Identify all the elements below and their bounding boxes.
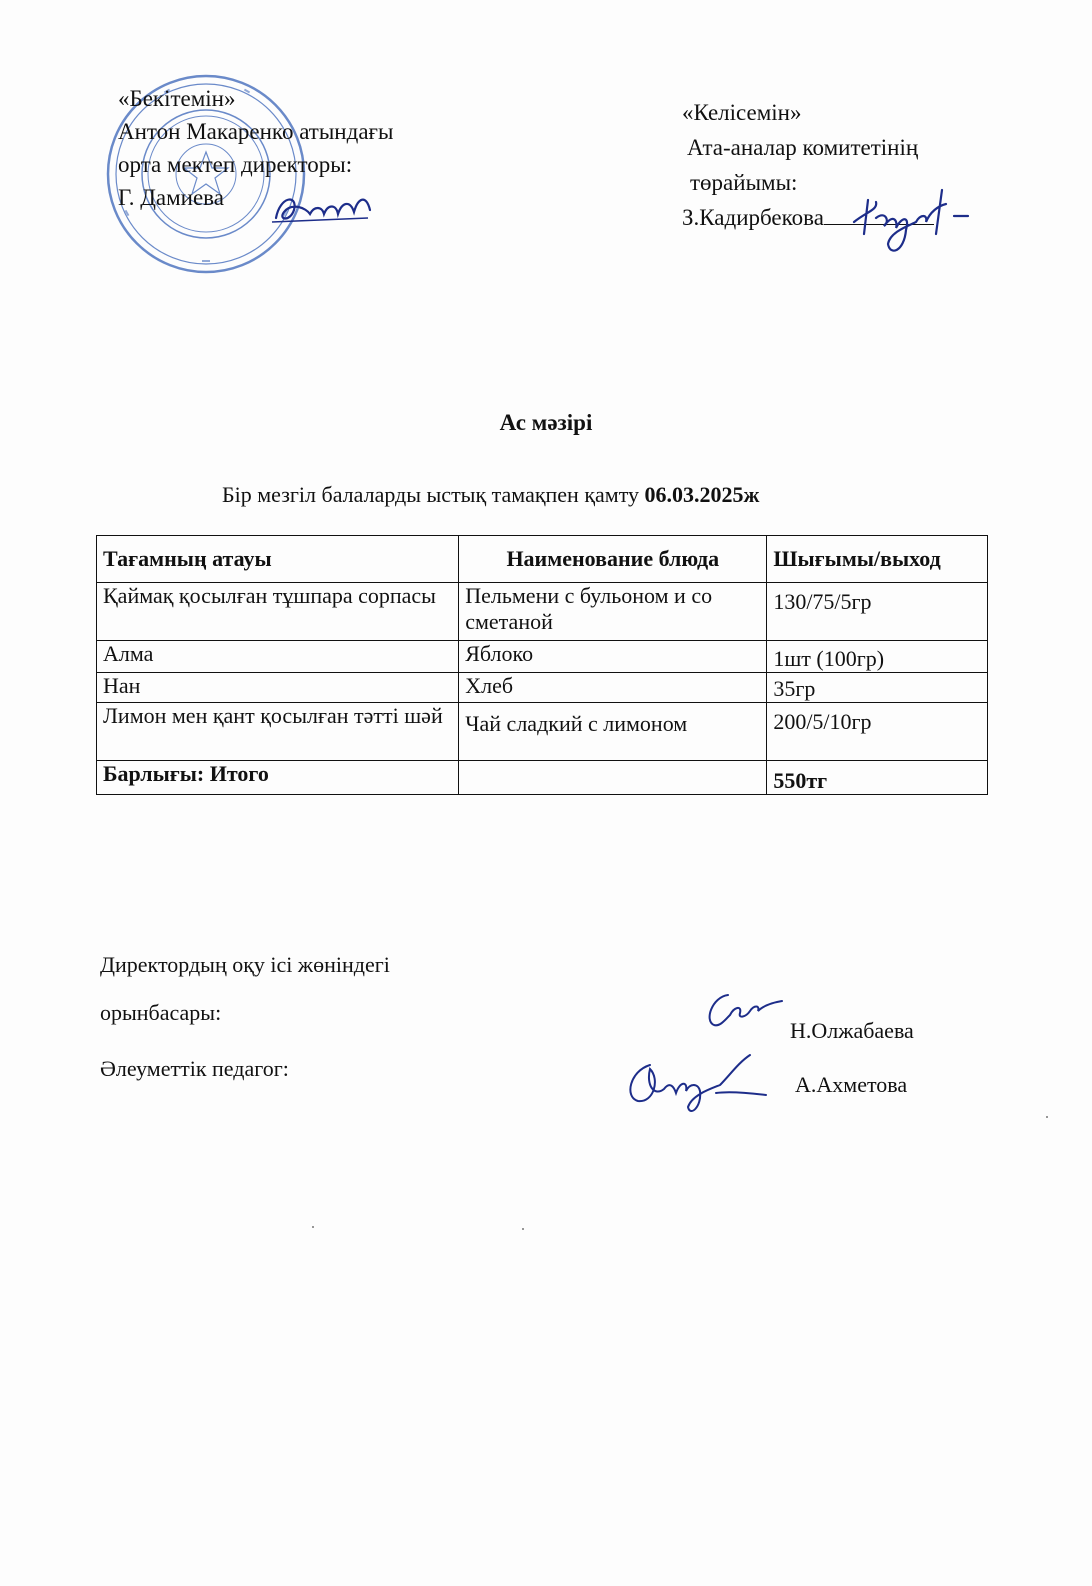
- dish-kz-cell: Алма: [97, 641, 459, 673]
- deputy-signature: [700, 985, 790, 1035]
- table-row: [97, 641, 988, 673]
- header-dish-kz: Тағамның атауы: [97, 536, 459, 583]
- menu-date: 06.03.2025ж: [644, 482, 760, 507]
- subtitle-text: Бір мезгіл балаларды ыстық тамақпен қамту: [222, 482, 640, 507]
- total-value: 550тг: [767, 761, 988, 795]
- social-pedagogue-title: Әлеуметтік педагог:: [100, 1056, 289, 1081]
- director-signature: [270, 188, 380, 228]
- deputy-title-line1: Директордың оқу ісі жөніндегі: [100, 952, 390, 977]
- director-name: Г. Дамиева: [118, 185, 224, 210]
- table-header-row: [97, 536, 988, 583]
- total-label: Барлығы: Итого: [97, 761, 459, 795]
- table-row: [97, 673, 988, 703]
- pedagogue-signature: [620, 1045, 780, 1120]
- speck: [522, 1228, 524, 1230]
- agree-label: «Келісемін»: [682, 100, 802, 125]
- dish-kz-cell: Қаймақ қосылған тұшпара сорпасы: [97, 583, 459, 641]
- total-row: [97, 761, 988, 795]
- dish-ru-cell: Яблоко: [459, 641, 767, 673]
- director-line: орта мектеп директоры:: [118, 152, 353, 177]
- output-cell: 1шт (100гр): [767, 641, 988, 673]
- approve-label: «Бекітемін»: [118, 86, 236, 111]
- menu-table: [96, 535, 988, 795]
- dish-ru-cell: Пельмени с бульоном и со сметаной: [459, 583, 767, 641]
- chair-line: төрайымы:: [690, 170, 798, 195]
- chair-signature: [846, 182, 976, 262]
- chair-name: З.Кадирбекова: [682, 205, 824, 230]
- dish-ru-cell: Чай сладкий с лимоном: [459, 703, 767, 761]
- dish-ru-cell: Хлеб: [459, 673, 767, 703]
- dish-kz-cell: Нан: [97, 673, 459, 703]
- output-cell: 130/75/5гр: [767, 583, 988, 641]
- speck: [312, 1226, 314, 1228]
- output-cell: 35гр: [767, 673, 988, 703]
- output-cell: 200/5/10гр: [767, 703, 988, 761]
- deputy-name: Н.Олжабаева: [790, 1018, 914, 1043]
- header-dish-ru: Наименование блюда: [459, 536, 767, 583]
- page-title: Ас мәзірі: [499, 410, 593, 435]
- committee-line: Ата-аналар комитетінің: [687, 135, 919, 160]
- table-row: [97, 583, 988, 641]
- dish-kz-cell: Лимон мен қант қосылған тәтті шәй: [97, 703, 459, 761]
- pedagogue-name: А.Ахметова: [795, 1072, 908, 1097]
- deputy-title-line2: орынбасары:: [100, 1000, 222, 1025]
- table-row: [97, 703, 988, 761]
- menu-subtitle: [222, 482, 760, 508]
- school-line: Антон Макаренко атындағы: [118, 119, 394, 144]
- speck: [1046, 1116, 1048, 1118]
- header-output: Шығымы/выход: [767, 536, 988, 583]
- total-empty-cell: [459, 761, 767, 795]
